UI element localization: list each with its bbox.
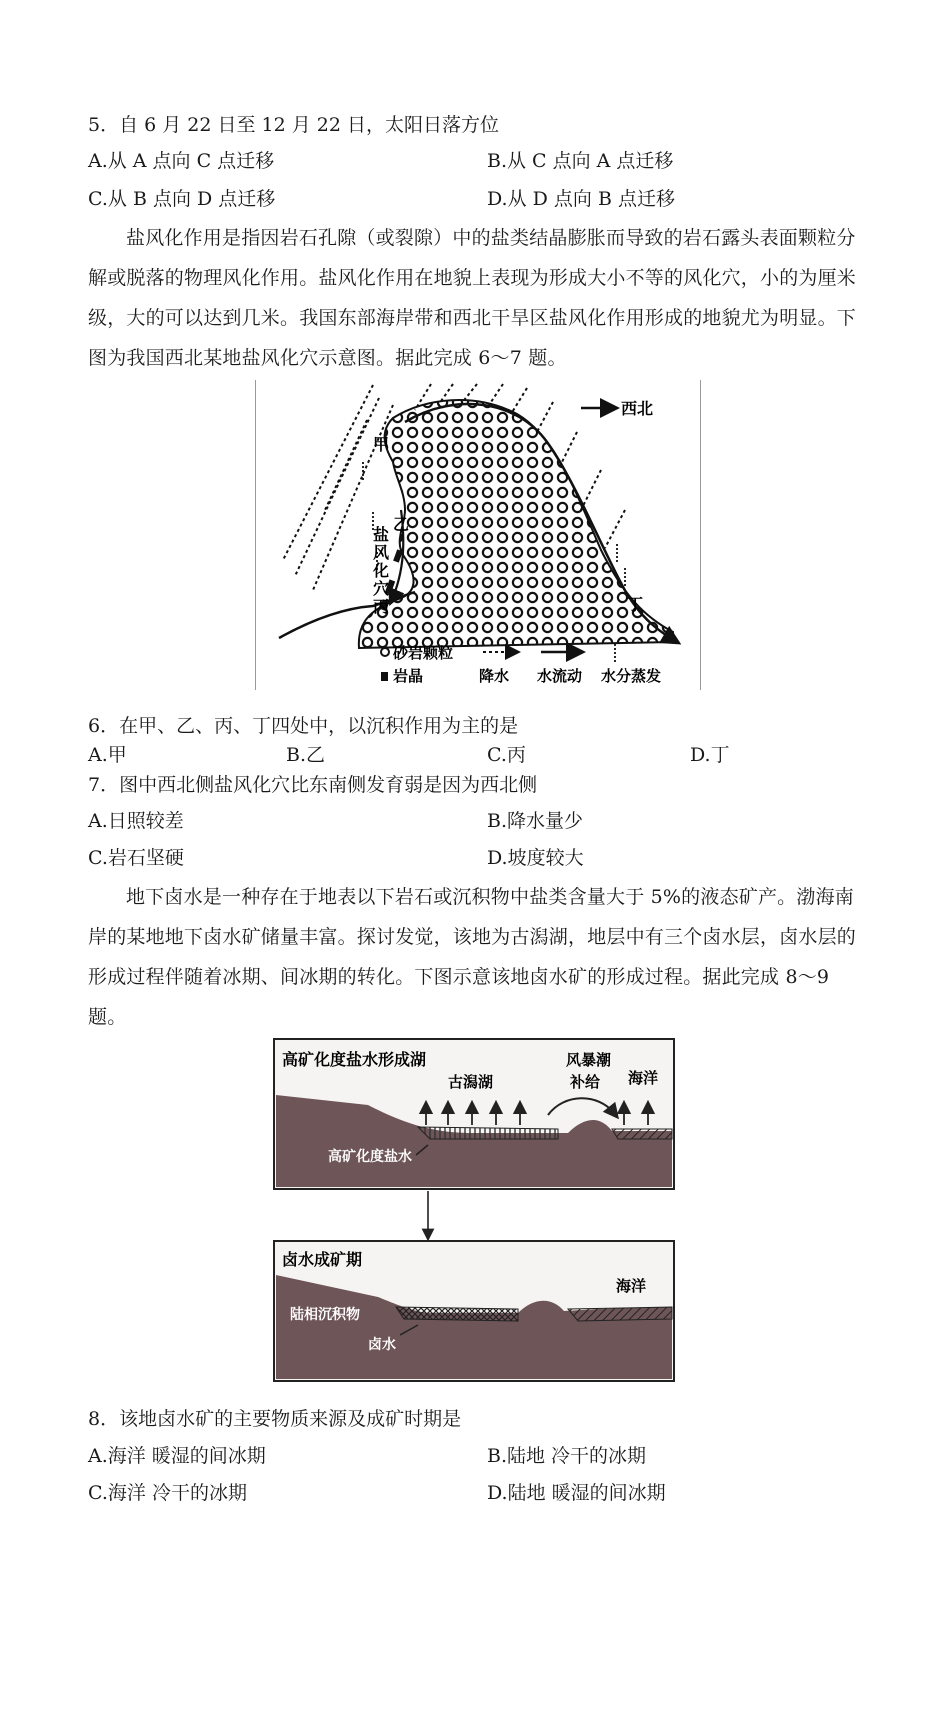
q8-option-d[interactable]: D.陆地 暖湿的间冰期: [487, 1482, 666, 1504]
brine-label-top: 高矿化度盐水: [328, 1149, 412, 1165]
top-panel: [274, 1039, 674, 1189]
lagoon-label: 古潟湖: [448, 1073, 494, 1091]
bottom-title: 卤水成矿期: [282, 1250, 363, 1269]
q7-option-c[interactable]: C.岩石坚硬: [88, 847, 184, 869]
ocean-label-bottom: 海洋: [616, 1277, 647, 1295]
q6-option-b[interactable]: B.乙: [286, 744, 326, 766]
brine-label: 卤水: [368, 1337, 396, 1353]
legend-rock-salt: 岩晶: [393, 667, 424, 685]
ocean-label-top: 海洋: [628, 1069, 659, 1087]
q8-option-b[interactable]: B.陆地 冷干的冰期: [487, 1445, 647, 1467]
figure-salt-weathering-cave: [255, 380, 701, 690]
bottom-panel: [274, 1241, 674, 1381]
q6-option-a[interactable]: A.甲: [88, 744, 127, 766]
passage-salt-weathering: 盐风化作用是指因岩石孔隙（或裂隙）中的盐类结晶膨胀而导致的岩石露头表面颗粒分解或脱落的物理风化作用。盐风化作用在地貌上表现为形成大小不等的风化穴，小的为厘米级，大的可以达到几米。我国东部海岸带和西北干旱区盐风化作用形成的地貌尤为明显。下图为我国西北某地盐风化穴示意图。据此完成 6～7 题。: [88, 227, 857, 369]
storm-label-2: 补给: [570, 1073, 601, 1091]
q5-option-c[interactable]: C.从 B 点向 D 点迁移: [88, 188, 276, 210]
figure-brine-formation: [268, 1035, 680, 1387]
q7-option-a[interactable]: A.日照较差: [88, 810, 184, 832]
q6-option-d[interactable]: D.丁: [690, 744, 730, 766]
cave-label-4: 穴: [373, 579, 390, 598]
label-jia: 甲: [373, 435, 390, 454]
label-ding: 丁: [627, 595, 644, 614]
cave-label-2: 风: [373, 543, 390, 562]
q8-option-c[interactable]: C.海洋 冷干的冰期: [88, 1482, 247, 1504]
q7-option-b[interactable]: B.降水量少: [487, 810, 584, 832]
label-bing: 丙: [373, 597, 390, 616]
direction-label: 西北: [621, 399, 654, 418]
label-yi: 乙: [393, 515, 410, 534]
q6-option-c[interactable]: C.丙: [487, 744, 526, 766]
q5-stem: 5．自 6 月 22 日至 12 月 22 日，太阳日落方位: [88, 114, 500, 136]
cave-label-1: 盐: [373, 525, 390, 544]
q5-option-d[interactable]: D.从 D 点向 B 点迁移: [487, 188, 675, 210]
passage-brine: 地下卤水是一种存在于地表以下岩石或沉积物中盐类含量大于 5%的液态矿产。渤海南岸的某地地下卤水矿储量丰富。探讨发觉，该地为古潟湖，地层中有三个卤水层，卤水层的形成过程伴随着冰期、间冰期的转化。下图示意该地卤水矿的形成过程。据此完成 8～9 题。: [88, 886, 857, 1028]
q7-stem: 7．图中西北侧盐风化穴比东南侧发育弱是因为西北侧: [88, 774, 538, 796]
q5-option-b[interactable]: B.从 C 点向 A 点迁移: [487, 150, 674, 172]
legend-sand: 砂岩颗粒: [393, 644, 454, 662]
cave-label-3: 化: [373, 561, 390, 580]
legend-evap: 水分蒸发: [601, 667, 662, 685]
q7-option-d[interactable]: D.坡度较大: [487, 847, 584, 869]
top-title: 高矿化度盐水形成湖: [282, 1050, 427, 1069]
legend-flow: 水流动: [537, 667, 583, 685]
legend-rock-salt-icon: [381, 672, 388, 681]
storm-label-1: 风暴潮: [566, 1051, 612, 1069]
land-sediment-label: 陆相沉积物: [290, 1307, 360, 1323]
legend-rain: 降水: [479, 667, 510, 685]
q8-option-a[interactable]: A.海洋 暖湿的间冰期: [88, 1445, 266, 1467]
q8-stem: 8．该地卤水矿的主要物质来源及成矿时期是: [88, 1408, 462, 1430]
q5-option-a[interactable]: A.从 A 点向 C 点迁移: [88, 150, 275, 172]
q6-stem: 6．在甲、乙、丙、丁四处中，以沉积作用为主的是: [88, 715, 519, 737]
